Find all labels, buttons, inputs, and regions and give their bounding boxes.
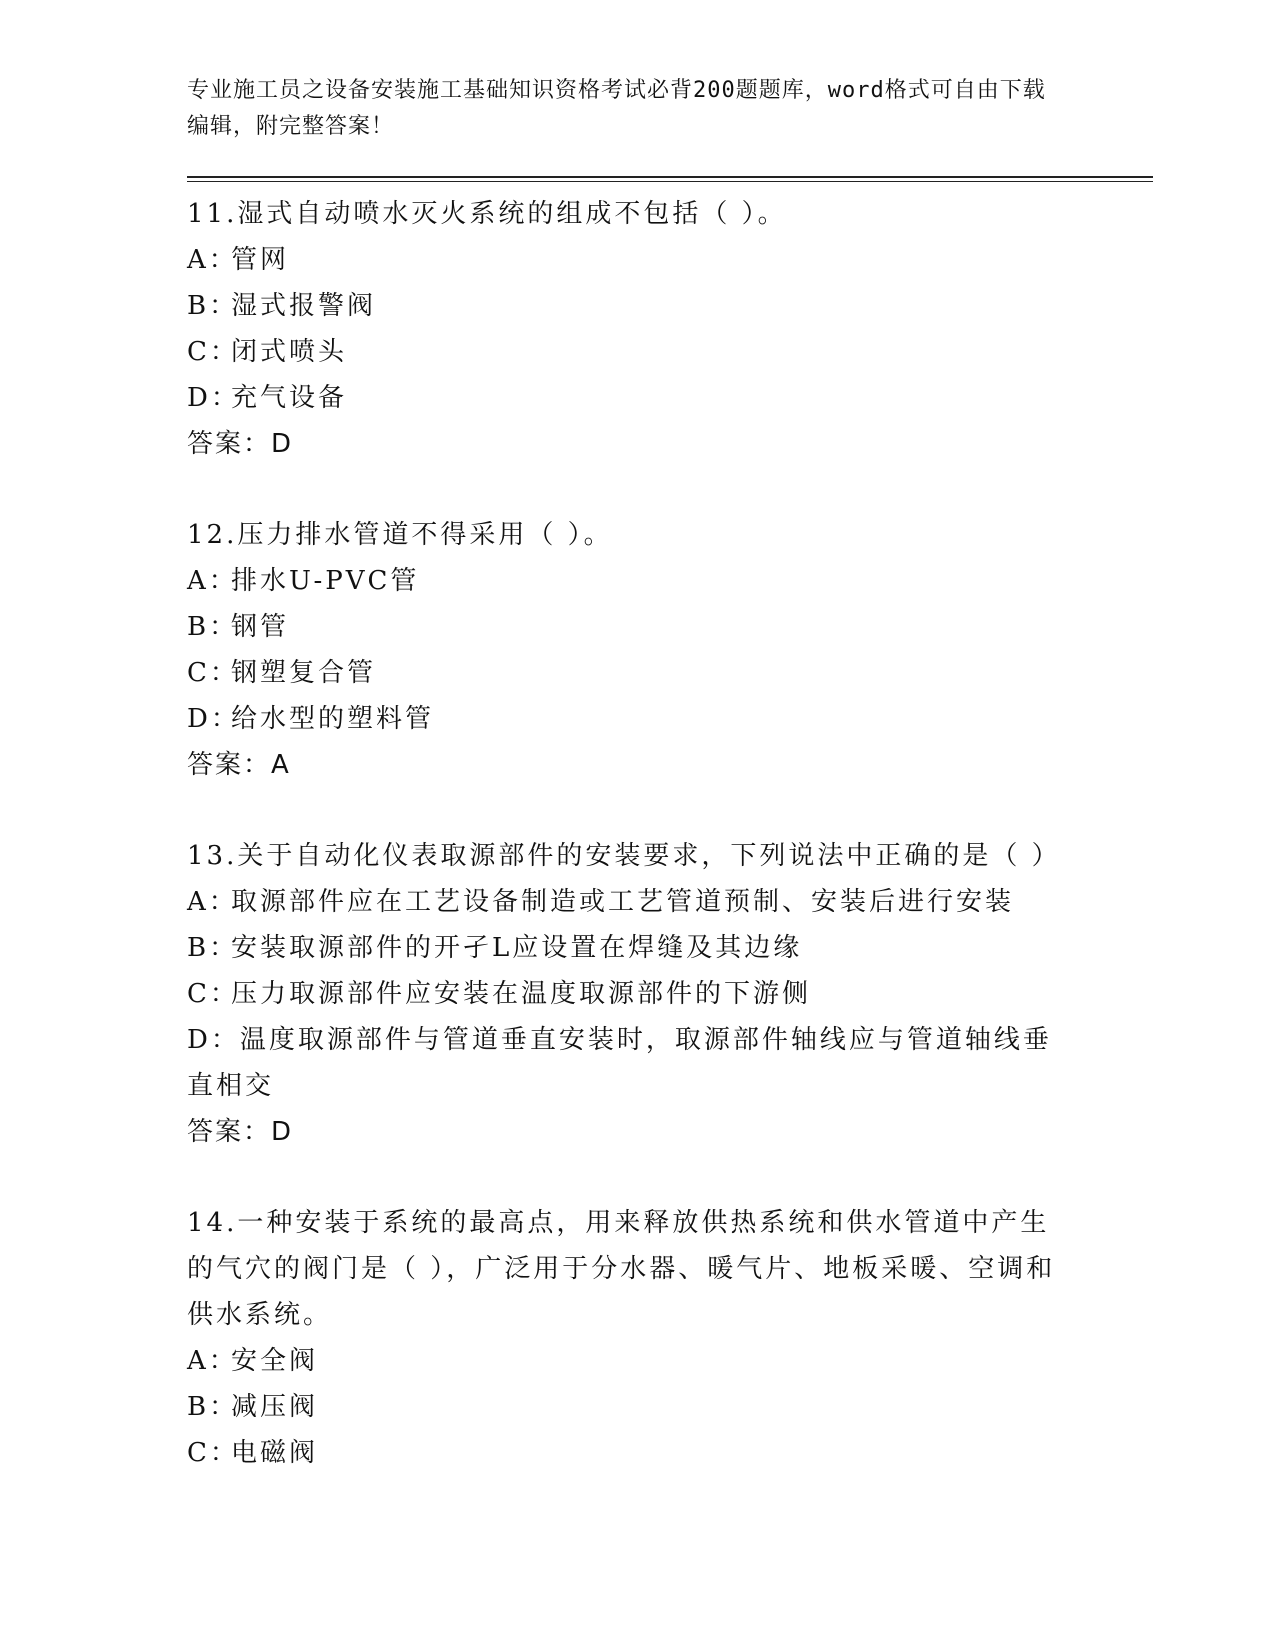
document-header: 专业施工员之设备安装施工基础知识资格考试必背200题题库，word格式可自由下载编辑，附完整答案！	[187, 78, 1046, 139]
option-text: 压力取源部件应安装在温度取源部件的下游侧	[231, 979, 812, 1009]
option-text: 减压阀	[231, 1392, 319, 1422]
option-label: A：	[187, 1346, 238, 1376]
option-b	[187, 604, 1067, 650]
question-stem: 11.湿式自动喷水灭火系统的组成不包括（ ）。	[187, 199, 787, 229]
option-label: C：	[187, 337, 239, 367]
option-label: C：	[187, 979, 239, 1009]
question-list	[187, 191, 1067, 1521]
option-b	[187, 1384, 1067, 1430]
option-label: C：	[187, 1438, 239, 1468]
option-text: 充气设备	[231, 383, 348, 413]
option-c	[187, 1430, 1067, 1476]
question-11	[187, 191, 1067, 467]
question-stem: 14.一种安装于系统的最高点，用来释放供热系统和供水管道中产生的气穴的阀门是（ ），广泛用于分水器、暖气片、地板采暖、空调和供水系统。	[187, 1208, 1056, 1330]
option-a	[187, 879, 1067, 925]
option-label: D：	[187, 383, 240, 413]
option-label: C：	[187, 658, 239, 688]
option-label: D：	[187, 704, 240, 734]
option-c	[187, 329, 1067, 375]
answer-line: 答案：D	[187, 1117, 294, 1147]
option-label: B：	[187, 291, 239, 321]
header-rule-thin	[187, 181, 1153, 182]
option-label: A：	[187, 887, 238, 917]
option-text: 取源部件应在工艺设备制造或工艺管道预制、安装后进行安装	[231, 887, 1015, 917]
option-label: A：	[187, 566, 238, 596]
option-b	[187, 925, 1067, 971]
option-label: A：	[187, 245, 238, 275]
option-c	[187, 650, 1067, 696]
option-text: 安装取源部件的开孑L应设置在焊缝及其边缘	[231, 933, 803, 963]
option-label: B：	[187, 612, 239, 642]
header-rule-thick	[187, 176, 1153, 178]
option-text: 闭式喷头	[231, 337, 348, 367]
option-label: B：	[187, 1392, 239, 1422]
option-label: B：	[187, 933, 239, 963]
option-text: 给水型的塑料管	[231, 704, 435, 734]
option-text: 电磁阀	[231, 1438, 319, 1468]
option-a	[187, 237, 1067, 283]
option-text: 排水U-PVC管	[231, 566, 420, 596]
option-a	[187, 1338, 1067, 1384]
option-label: D：	[187, 1025, 240, 1055]
option-d	[187, 696, 1067, 742]
option-a	[187, 558, 1067, 604]
option-text: 湿式报警阀	[231, 291, 377, 321]
option-d	[187, 375, 1067, 421]
answer-line: 答案：A	[187, 750, 291, 780]
question-stem: 13.关于自动化仪表取源部件的安装要求，下列说法中正确的是（ ）	[187, 841, 1061, 871]
option-c	[187, 971, 1067, 1017]
option-b	[187, 283, 1067, 329]
option-d	[187, 1017, 1067, 1109]
option-text: 管网	[231, 245, 290, 275]
question-13	[187, 833, 1067, 1155]
option-text: 安全阀	[231, 1346, 319, 1376]
option-text: 钢塑复合管	[231, 658, 377, 688]
answer-line: 答案：D	[187, 429, 294, 459]
question-12	[187, 512, 1067, 788]
option-text: 温度取源部件与管道垂直安装时，取源部件轴线应与管道轴线垂直相交	[187, 1025, 1052, 1101]
option-text: 钢管	[231, 612, 290, 642]
question-14	[187, 1200, 1067, 1476]
question-stem: 12.压力排水管道不得采用（ ）。	[187, 520, 613, 550]
